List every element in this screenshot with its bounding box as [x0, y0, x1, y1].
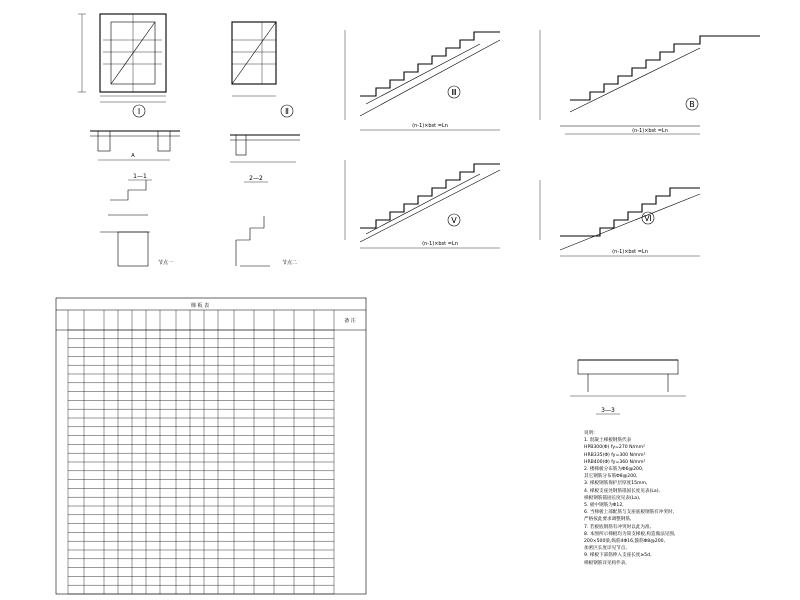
- stair-b-dim: (n-1)×bst =Ln: [632, 128, 668, 134]
- detail-1: [100, 180, 173, 266]
- note-line: 1. 混凝土梯板钢筋代表: [584, 438, 632, 444]
- plan-1-label: Ⅰ: [137, 107, 141, 116]
- note-line: 其它钢筋分布筋Φ8@200,: [584, 474, 638, 480]
- design-notes: [584, 430, 764, 567]
- note-line: 严格按此要求调整钢筋,: [584, 517, 632, 523]
- note-line: 3. 梯板钢筋保护层厚度15mm,: [584, 481, 648, 487]
- note-line: 9. 梯板下部筋伸入支座长度≥5d,: [584, 553, 652, 559]
- note-line: 加密区长度详见节点,: [584, 546, 627, 552]
- note-line: 说明:: [584, 431, 595, 436]
- stair-5-label: Ⅴ: [451, 216, 457, 225]
- stair-elevation-b: [540, 30, 760, 134]
- section-3-3: [570, 360, 686, 414]
- note-line: HPB300(Φ) fy=270 N/mm²: [584, 445, 645, 451]
- svg-text:A: A: [131, 153, 135, 159]
- section-2-2-label: 2—2: [249, 175, 263, 182]
- section-2-2: [230, 135, 300, 182]
- note-line: 5. 板中钢筋为Φ12,: [584, 503, 624, 509]
- plan-2-label: Ⅱ: [285, 107, 289, 116]
- note-line: HRB400(Φ) fy=360 N/mm²: [584, 459, 646, 465]
- stair-3-dim: (n-1)×bst =Ln: [412, 123, 448, 129]
- note-line: 4. 梯板支座处钢筋锚固长度见表(La),: [584, 488, 660, 494]
- stair-5-dim: (n-1)×bst =Ln: [422, 241, 458, 247]
- note-line: 梯板钢筋锚固长度见表(La),: [584, 495, 641, 501]
- section-3-3-label: 3—3: [601, 407, 615, 414]
- plan-view-1: [78, 14, 166, 117]
- note-line: 200×500梁,纵筋4Φ16,箍筋Φ8@200,: [584, 539, 666, 545]
- section-1-1: [90, 131, 180, 180]
- note-line: 8. 本图所示梯板均为简支梯板,构造做法见图,: [584, 531, 676, 537]
- note-line: 6. 当梯板上部配筋与支座底板钢筋有冲突时,: [584, 510, 674, 516]
- detail-1-label: 节点一: [158, 260, 174, 266]
- stair-elevation-3: [345, 30, 500, 130]
- note-line: 梯板钢筋详见构件表,: [584, 560, 627, 566]
- plan-view-2: [232, 22, 293, 117]
- stair-b-label: B: [689, 100, 695, 109]
- stair-slab-table: [56, 298, 366, 594]
- table-title: 梯 板 表: [190, 303, 210, 309]
- note-line: 2. 楼梯板分布筋为Φ6@200,: [584, 467, 644, 473]
- stair-6-dim: (n-1)×bst =Ln: [612, 249, 648, 255]
- stair-elevation-6: [540, 180, 700, 256]
- note-line: HRB335(Φ) fy=300 N/mm²: [584, 452, 646, 458]
- stair-elevation-5: [345, 160, 500, 248]
- section-1-1-label: 1—1: [133, 173, 147, 180]
- note-line: 7. 若板底钢筋有冲突时以此为准,: [584, 524, 652, 530]
- stair-3-label: Ⅲ: [451, 88, 457, 97]
- table-remark-header: 备 注: [344, 318, 356, 324]
- detail-2: [236, 216, 297, 266]
- stair-6-label: Ⅵ: [644, 214, 652, 223]
- detail-2-label: 节点二: [282, 260, 298, 266]
